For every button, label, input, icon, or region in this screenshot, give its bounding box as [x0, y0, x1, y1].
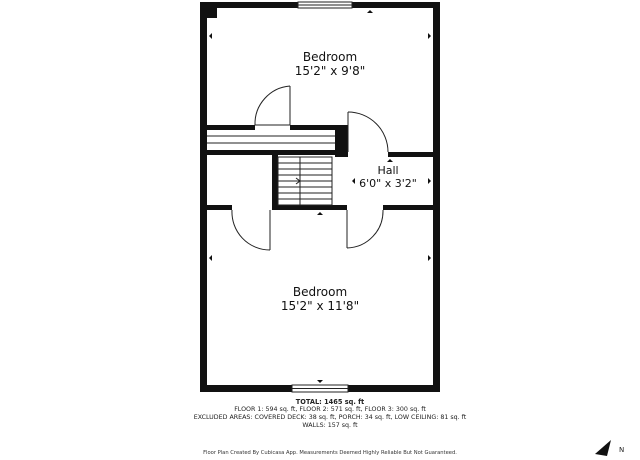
walls-area: WALLS: 157 sq. ft: [302, 422, 358, 429]
room-dimensions: 15'2" x 9'8": [294, 64, 366, 79]
excluded-areas: EXCLUDED AREAS: COVERED DECK: 38 sq. ft, PORCH: 34 sq. ft, LOW CEILING: 81 sq. ft: [193, 414, 467, 421]
stairs: [278, 157, 332, 205]
room-label-hall: [348, 164, 428, 190]
disclaimer-text: Floor Plan Created By Cubicasa App. Measurements Deemed Highly Reliable But Not Guaranteed.: [203, 450, 457, 456]
total-area: TOTAL: 1465 sq. ft: [295, 398, 365, 406]
door-bottom-right: [347, 210, 383, 248]
door-hall: [348, 112, 388, 152]
room-name: Bedroom: [292, 285, 348, 299]
top-window: [298, 2, 352, 8]
compass-north-icon: [593, 436, 633, 458]
door-top-bedroom: [255, 86, 290, 125]
floor-areas: FLOOR 1: 594 sq. ft, FLOOR 2: 571 sq. ft, FLOOR 3: 300 sq. ft: [234, 406, 426, 413]
room-dimensions: 6'0" x 3'2": [359, 177, 417, 191]
room-label-top-bedroom: [250, 50, 410, 79]
room-label-bottom-bedroom: [250, 285, 390, 314]
room-name: Hall: [377, 164, 399, 177]
room-name: Bedroom: [302, 50, 358, 64]
bottom-window: [292, 385, 348, 392]
room-dimensions: 15'2" x 11'8": [280, 299, 360, 314]
compass-letter: N: [619, 446, 625, 454]
closet-shelves: [207, 136, 335, 143]
door-bottom-left: [232, 210, 270, 250]
